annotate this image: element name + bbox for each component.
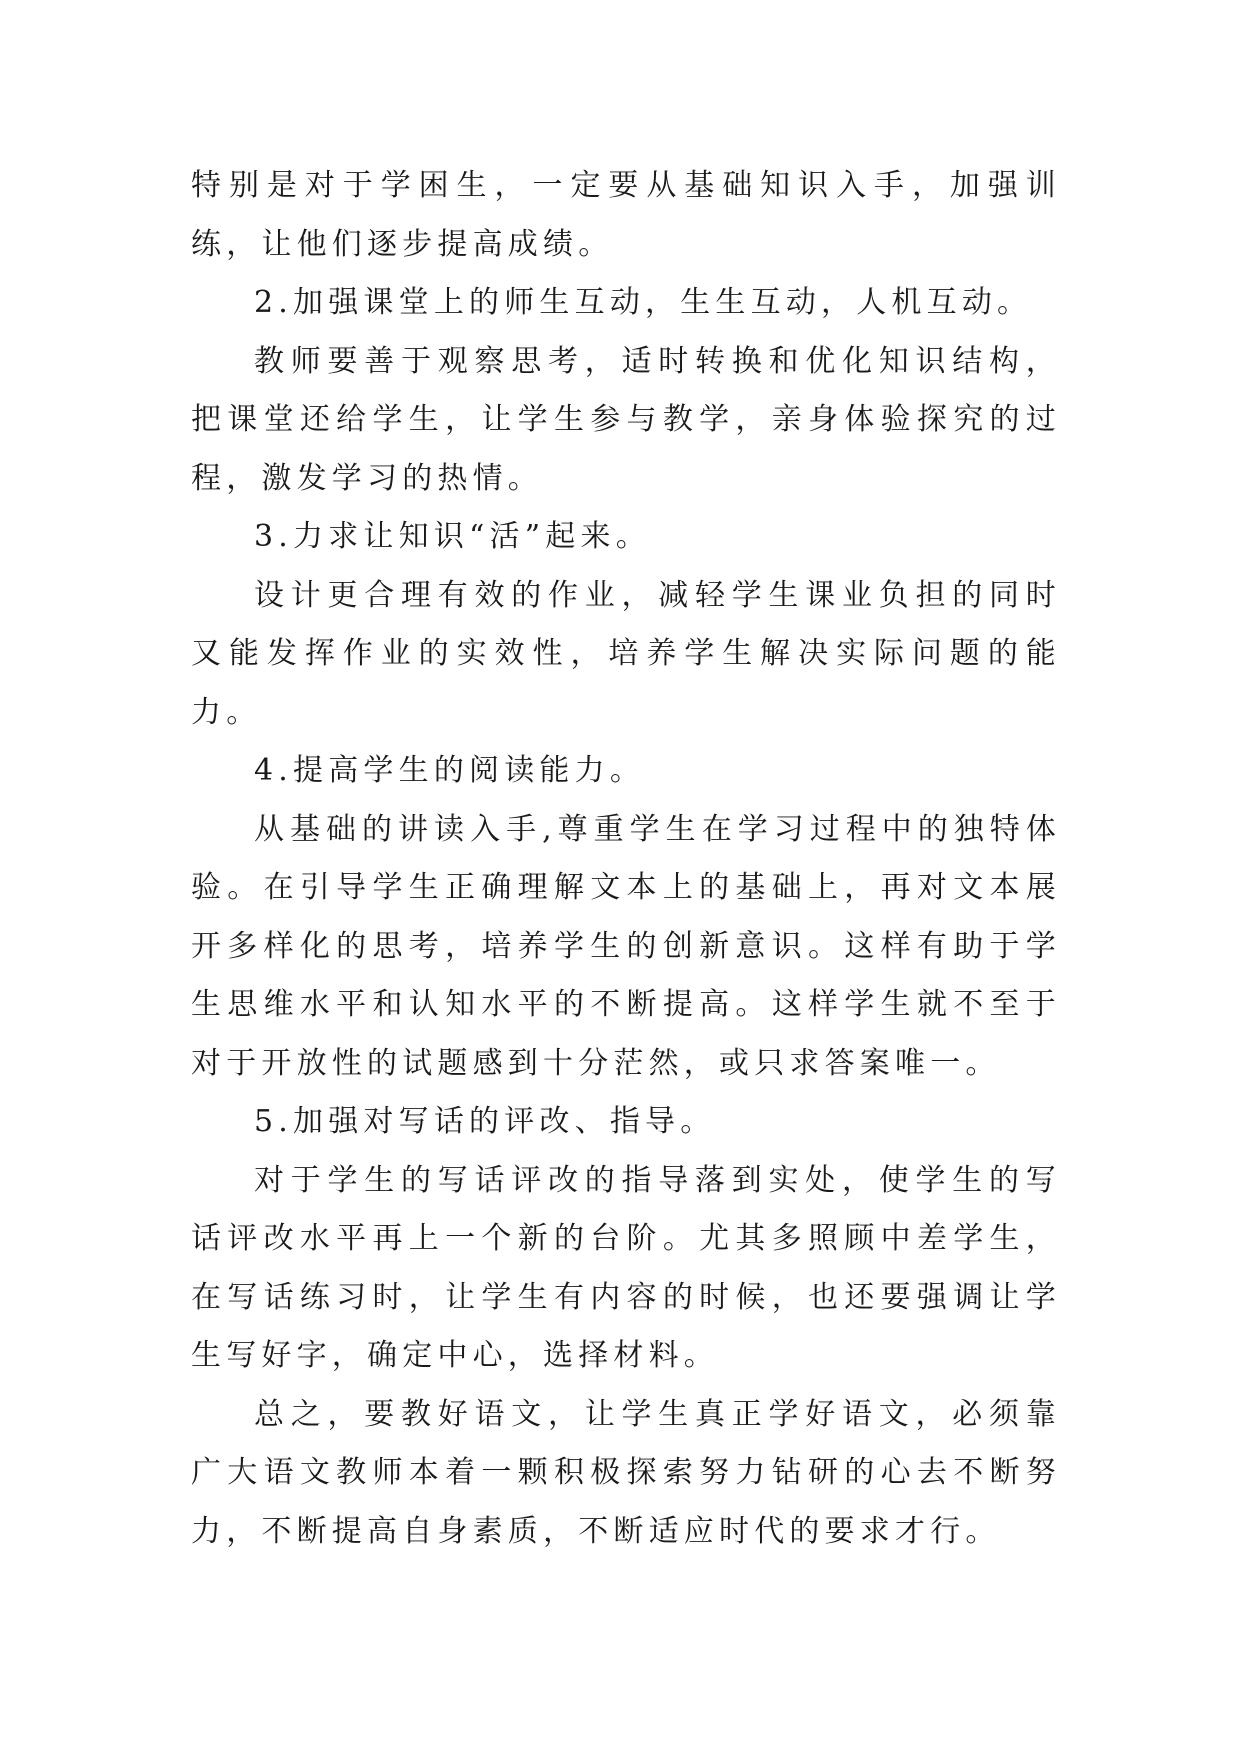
section-heading: 5.加强对写话的评改、指导。 xyxy=(254,1104,716,1139)
conclusion-paragraph: 总之，要教好语文，让学生真正学好语文，必须靠广大语文教师本着一颗积极探索努力钻研的心去不断努力，不断提高自身素质，不断适应时代的要求才行。 xyxy=(191,1396,1061,1549)
paragraph: 从基础的讲读入手,尊重学生在学习过程中的独特体验。在引导学生正确理解文本上的基础上，再对文本展开多样化的思考，培养学生的创新意识。这样有助于学生思维水平和认知水平的不断提高。这样学生就不至于对于开放性的试题感到十分茫然，或只求答案唯一。 xyxy=(191,811,1061,1081)
paragraph: 对于学生的写话评改的指导落到实处，使学生的写话评改水平再上一个新的台阶。尤其多照顾中差学生，在写话练习时，让学生有内容的时候，也还要强调让学生写好字，确定中心，选择材料。 xyxy=(191,1162,1061,1373)
document-body xyxy=(191,157,1061,1561)
section-heading: 4.提高学生的阅读能力。 xyxy=(254,753,646,788)
section-heading: 2.加强课堂上的师生互动，生生互动，人机互动。 xyxy=(254,285,1033,320)
paragraph: 教师要善于观察思考，适时转换和优化知识结构，把课堂还给学生，让学生参与教学，亲身体验探究的过程，激发学习的热情。 xyxy=(191,343,1061,496)
section-heading: 3.力求让知识“活”起来。 xyxy=(254,519,651,554)
paragraph: 设计更合理有效的作业，减轻学生课业负担的同时又能发挥作业的实效性，培养学生解决实际问题的能力。 xyxy=(191,577,1061,730)
paragraph: 特别是对于学困生，一定要从基础知识入手，加强训练，让他们逐步提高成绩。 xyxy=(191,168,1061,262)
